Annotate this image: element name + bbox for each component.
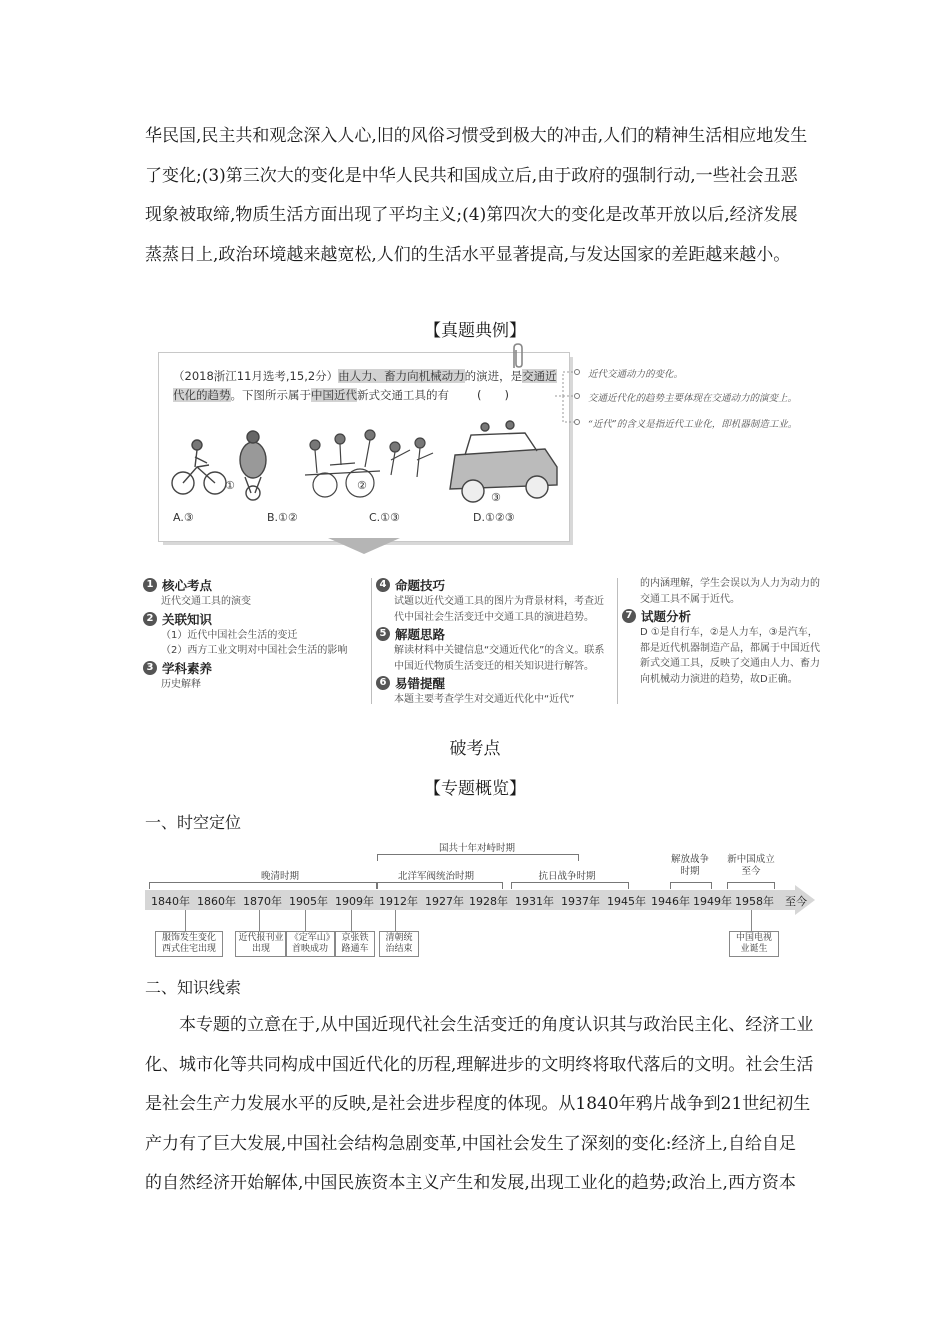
text-line: 华民国,民主共和观念深入人心,旧的风俗习惯受到极大的冲击,人们的精神生活相应地发生 [145,126,808,146]
year-label: 1909年 [335,895,374,908]
period-late-qing: 晚清时期 [260,871,299,882]
number-badge: 2 [143,612,157,626]
analysis-text: D ①是自行车，②是人力车，③是汽车，都是近代机器制造产品，都属于中国近代新式交通工具，反映了交通由人力、畜力向机械动力演进的趋势，故D正确。 [640,627,820,685]
question-text: 。下图所示属于 [230,388,311,402]
pitfall-text: 本题主要考查学生对交通近代化中“近代” [394,694,575,705]
year-label: 1945年 [607,895,646,908]
event-box: 清朝统治结束 [379,931,419,957]
period-beiyang: 北洋军阀统治时期 [397,871,474,882]
event-tick [351,910,352,931]
option-d: D.①②③ [473,511,515,524]
text-line: 了变化;(3)第三次大的变化是中华人民共和国成立后,由于政府的强制行动,一些社会丑恶 [145,165,798,186]
approach-text: 解读材料中关键信息“交通近代化”的含义。联系中国近代物质生活变迁的相关知识进行解答。 [394,645,605,672]
answer-paren: ( ) [477,388,509,402]
event-box: 服饰发生变化 西式住宅出现 [155,931,223,957]
number-badge: 1 [143,578,157,592]
heading-pitfall: 6 易错提醒 [376,674,612,692]
option-a: A.③ [173,511,194,524]
related-knowledge-2: （2）西方工业文明对中国社会生活的影响 [161,645,348,656]
period-ten-years: 国共十年对峙时期 [438,843,515,854]
year-label: 至今 [785,895,807,908]
year-label: 1931年 [515,895,554,908]
figure-label-3: ③ [491,491,501,504]
timeline [145,838,825,958]
related-knowledge-1: （1）近代中国社会生活的变迁 [161,629,298,641]
text-line: 化、城市化等共同构成中国近代化的历程,理解进步的文明终将取代落后的文明。社会生活 [145,1054,814,1075]
example-question [173,367,558,405]
pitfall-text-continued: 的内涵理解，学生会误以为人力为动力的交通工具不属于近代。 [640,578,820,605]
example-heading: 【真题典例】 [424,321,526,341]
analysis-column-1 [143,576,368,692]
year-label: 1958年 [735,895,774,908]
heading-related-knowledge: 2 关联知识 [143,610,368,628]
year-label: 1927年 [425,895,464,908]
paperclip-icon [508,342,528,370]
year-label: 1840年 [151,895,190,908]
text-line: 产力有了巨大发展,中国社会结构急剧变革,中国社会发生了深刻的变化:经济上,自给自足 [145,1133,796,1154]
year-label: 1860年 [197,895,236,908]
text-line: 本专题的立意在于,从中国近现代社会生活变迁的角度认识其与政治民主化、经济工业 [179,1015,814,1035]
example-card [158,352,570,542]
analysis-column-2 [376,576,612,708]
period-bracket [670,882,712,889]
figure-label-2: ② [357,479,367,492]
event-box: 中国电视业诞生 [729,931,779,957]
highlight-2: 交通近代化的趋势 [173,369,557,402]
period-bracket [727,882,775,889]
note-3: “近代”的含义是指近代工业化，即机器制造工业。 [588,419,798,430]
text-line: 蒸蒸日上,政治环境越来越宽松,人们的生活水平显著提高,与发达国家的差距越来越小。 [145,244,791,265]
core-point-text: 近代交通工具的演变 [161,596,251,607]
bicycle-figure-2 [240,431,266,500]
section-heading-1: 一、时空定位 [145,813,242,832]
period-bracket [149,882,377,889]
down-arrow-icon [328,538,400,554]
event-tick [395,910,396,931]
period-anti-japan: 抗日战争时期 [538,871,596,882]
highlight-3: 中国近代 [311,388,357,402]
number-badge: 7 [622,609,636,623]
number-badge: 6 [376,676,390,690]
note-2: 交通近代化的趋势主要体现在交通动力的演变上。 [588,393,798,404]
option-b: B.①② [267,511,298,524]
event-tick [259,910,260,931]
literacy-text: 历史解释 [161,678,201,690]
period-bracket [511,882,629,889]
rickshaw-figure [305,430,433,497]
year-label: 1937年 [561,895,600,908]
technique-text: 试题以近代交通工具的图片为背景材料，考查近代中国社会生活变迁中交通工具的演进趋势。 [394,596,604,623]
bottom-paragraph [145,1006,825,1204]
car-figure [450,421,557,502]
note-connectors [555,360,585,430]
period-bracket [377,854,579,861]
heading-analysis: 7 试题分析 [622,607,822,625]
heading-core-point: 1 核心考点 [143,576,368,594]
question-text: 的演进，是 [464,369,523,383]
year-label: 1946年 [651,895,690,908]
number-badge: 5 [376,627,390,641]
period-new-china: 新中国成立至今 [727,854,775,877]
break-title: 破考点 [449,739,501,759]
question-source: （2018浙江11月选考,15,2分） [173,369,339,383]
period-liberation: 解放战争时期 [670,854,709,877]
event-box: 《定军山》首映成功 [285,931,335,957]
note-1: 近代交通动力的变化。 [588,369,684,380]
option-c: C.①③ [369,511,400,524]
number-badge: 4 [376,578,390,592]
event-tick [185,910,186,931]
text-line: 现象被取缔,物质生活方面出现了平均主义;(4)第四次大的变化是改革开放以后,经济发展 [145,205,798,225]
text-line: 的自然经济开始解体,中国民族资本主义产生和发展,出现工业化的趋势;政治上,西方资本 [145,1173,796,1193]
heading-literacy: 3 学科素养 [143,659,368,677]
event-box: 京张铁路通车 [335,931,375,957]
column-divider [371,578,372,704]
period-bracket [377,882,503,889]
number-badge: 3 [143,661,157,675]
text-line: 是社会生产力发展水平的反映,是社会进步程度的体现。从1840年鸦片战争到21世纪初生 [145,1094,811,1114]
event-box: 近代报刊业出现 [235,931,287,957]
heading-approach: 5 解题思路 [376,625,612,643]
year-label: 1912年 [379,895,418,908]
section-heading-2: 二、知识线索 [145,978,242,997]
analysis-column-3 [622,576,822,687]
highlight-1: 由人力、畜力向机械动力 [338,369,465,383]
column-divider [617,578,618,704]
bicycle-figure-1 [172,440,226,494]
event-tick [305,910,306,931]
year-label: 1870年 [243,895,282,908]
top-paragraph [145,117,825,275]
year-label: 1928年 [469,895,508,908]
question-text: 新式交通工具的有 [357,388,449,402]
event-tick [751,910,752,931]
overview-heading: 【专题概览】 [424,779,526,799]
figure-label-1: ① [225,479,235,492]
heading-technique: 4 命题技巧 [376,576,612,594]
year-label: 1905年 [289,895,328,908]
year-label: 1949年 [693,895,732,908]
